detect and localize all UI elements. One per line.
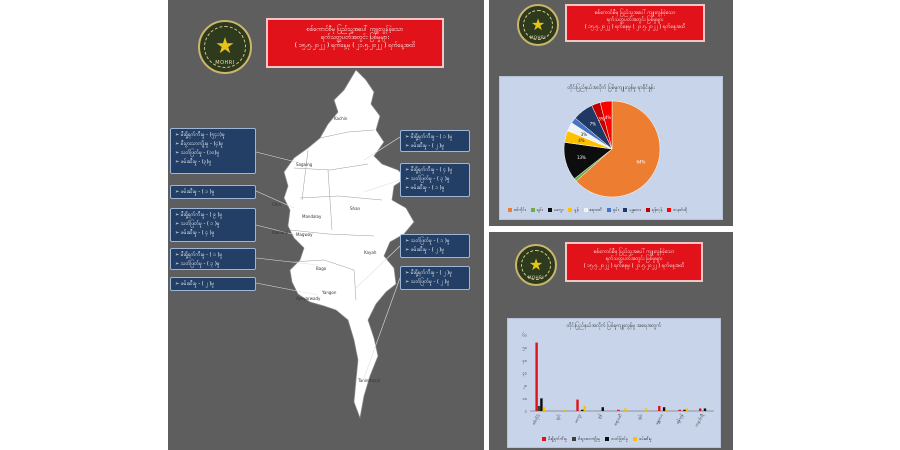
bar bbox=[683, 410, 685, 411]
callout-line: ➢ သတ်ဖြတ်မှု - ( ၁ )မှု bbox=[405, 237, 465, 246]
bar-chart-box bbox=[507, 318, 721, 448]
legend-swatch bbox=[548, 208, 552, 212]
legend-item bbox=[508, 207, 526, 213]
y-tick-label: ၃၀ bbox=[522, 370, 527, 376]
region-label: Kayah bbox=[364, 250, 377, 255]
legend-item bbox=[646, 207, 662, 213]
legend-label: မီးရှို့ရက်ကီးမှု bbox=[548, 436, 568, 441]
region-label: Shan bbox=[350, 206, 361, 211]
legend-item bbox=[584, 207, 602, 213]
slice-label: 13% bbox=[576, 154, 586, 160]
bar bbox=[617, 410, 619, 411]
legend-label: ချင်း bbox=[536, 207, 543, 212]
chart-legend bbox=[508, 207, 687, 213]
callout-bago bbox=[170, 248, 256, 270]
legend-swatch bbox=[623, 208, 627, 212]
y-tick-label: ၀ bbox=[524, 408, 527, 414]
legend-swatch bbox=[568, 208, 572, 212]
callout-line: ➢ မီးရှို့ရက်ကီးမှု - ( ၁ )မှု bbox=[175, 251, 251, 260]
bar bbox=[581, 410, 583, 411]
callout-line: ➢ သတ်ဖြတ်မှု - ( ၂ )မှု bbox=[405, 278, 465, 287]
callout-line: ➢ မီးရှို့ရက်ကီးမှု - ( ၉ )မှု bbox=[175, 211, 251, 220]
callout-line: ➢ ဖမ်းဆီးမှု - ( ၄ )မှု bbox=[175, 229, 251, 238]
callout-line: ➢ ဖမ်းဆီးမှု - ( ၂ )မှု bbox=[405, 246, 465, 255]
bar bbox=[658, 406, 660, 411]
legend-swatch bbox=[584, 208, 588, 212]
callout-mandalay bbox=[400, 163, 470, 197]
bar-panel bbox=[489, 232, 733, 450]
slice-label: 3% bbox=[580, 131, 588, 137]
bar bbox=[679, 410, 681, 411]
pie-panel-title bbox=[565, 4, 705, 42]
x-tick-label: ရန်ကုန် bbox=[674, 413, 685, 425]
region-label: Rakhine bbox=[272, 230, 289, 235]
map-panel bbox=[168, 0, 484, 450]
bar bbox=[584, 406, 586, 411]
slice-label: 64% bbox=[636, 159, 646, 165]
region-label: Kachin bbox=[334, 116, 348, 121]
legend-label: မကွေး bbox=[553, 207, 564, 212]
callout-line: ➢ သတ်ဖြတ်မှု - ( ၃ )မှု bbox=[175, 260, 251, 269]
legend-label: သတ်ဖြတ်မှု bbox=[611, 436, 629, 441]
legend-swatch bbox=[531, 208, 535, 212]
legend-item bbox=[572, 436, 600, 442]
legend-swatch bbox=[542, 437, 546, 441]
chart-title: တိုင်းပြည်နယ်အလိုက် ပြစ်မှုကျူးလွန်မှု အရေအတွက် bbox=[566, 323, 662, 329]
title-line: ရက်သတ္တပတ်အတွင်း ပြစ်မှုများ bbox=[606, 16, 664, 23]
legend-swatch bbox=[508, 208, 512, 212]
legend-swatch bbox=[633, 437, 637, 441]
legend-swatch bbox=[572, 437, 576, 441]
callout-chin bbox=[170, 185, 256, 199]
x-tick-label: မကွေး bbox=[572, 413, 582, 424]
x-tick-label: ရှမ်း bbox=[636, 413, 644, 421]
x-tick-label: မွန် bbox=[595, 413, 603, 420]
x-tick-label: စစ်ကိုင်း bbox=[530, 413, 542, 426]
y-tick-label: ၂၀ bbox=[522, 383, 527, 389]
star-icon: ★ bbox=[528, 255, 544, 274]
region-label: Yangon bbox=[322, 290, 337, 295]
y-tick-label: ၆၀ bbox=[522, 332, 527, 338]
callout-mandalay-north bbox=[400, 130, 470, 152]
bar-chart bbox=[508, 319, 720, 447]
legend-label: မွန် bbox=[574, 207, 579, 212]
map-outline bbox=[284, 70, 414, 418]
bar bbox=[665, 410, 667, 411]
callout-line: ➢ မီးရှို့ရက်ကီးမှု - ( ၂ )မှု bbox=[405, 269, 465, 278]
legend-label: ဧရာဝတီ bbox=[589, 207, 602, 212]
pie-panel bbox=[489, 0, 733, 226]
bar bbox=[543, 407, 545, 411]
y-tick-label: ၅၀ bbox=[522, 345, 527, 351]
callout-sagaing bbox=[170, 128, 256, 174]
logo bbox=[517, 4, 559, 46]
title-line: ရက်သတ္တပတ်အတွင်း ပြစ်မှုများ bbox=[321, 34, 389, 42]
legend-label: တနင်္သာရီ bbox=[673, 207, 687, 212]
callout-ayeyarwady bbox=[170, 277, 256, 291]
legend-item bbox=[633, 436, 652, 442]
legend-label: ဖမ်းဆီးမှု bbox=[639, 436, 652, 441]
region-label: Tanintharyi bbox=[358, 378, 381, 383]
y-tick-label: ၁၀ bbox=[522, 395, 527, 401]
bar-panel-title bbox=[565, 242, 703, 282]
callout-line: ➢ ဖမ်းဆီးမှု - (၃)မှု bbox=[175, 158, 251, 167]
y-tick-label: ၄၀ bbox=[522, 357, 527, 363]
star-icon: ★ bbox=[215, 34, 235, 59]
legend-label: စစ်ကိုင်း bbox=[514, 207, 526, 212]
bar bbox=[602, 407, 604, 411]
logo-label: MOHRI bbox=[527, 275, 545, 280]
legend-item bbox=[623, 207, 640, 213]
region-label: Sagaing bbox=[296, 162, 313, 167]
slice-label: 3% bbox=[598, 116, 605, 122]
callout-line: ➢ ဖမ်းဆီးမှု - ( ၁ )မှု bbox=[405, 184, 465, 193]
callout-line: ➢ စီးပွားသာကျိုးမှု - (၄)မှု bbox=[175, 140, 251, 149]
title-line: စစ်ကောင်စီမှ ပြည်သူ့အပေါ် ကျူးလွန်ခဲ့သော bbox=[594, 10, 676, 16]
callout-magway bbox=[170, 208, 256, 242]
chart-title: တိုင်းပြည်နယ်အလိုက် ပြစ်မှုကျူးလွန်မှု ရာခိုင်နှုန်း bbox=[567, 85, 655, 91]
bar bbox=[624, 408, 626, 411]
slice-label: 4% bbox=[604, 115, 612, 121]
x-tick-label: ချင်း bbox=[554, 413, 562, 421]
legend-item bbox=[568, 207, 578, 213]
x-tick-label: တနင်္သာရီ bbox=[693, 413, 705, 428]
bar bbox=[704, 408, 706, 411]
legend-label: စီးပွားသာကျိုးမှု bbox=[578, 436, 601, 441]
callout-line: ➢ ဖမ်းဆီးမှု - ( ၂ )မှု bbox=[175, 280, 251, 289]
title-line: စစ်ကောင်စီမှ ပြည်သူ့အပေါ် ကျူးလွန်ခဲ့သော bbox=[306, 26, 404, 33]
legend-item bbox=[607, 207, 619, 213]
callout-line: ➢ သတ်ဖြတ်မှု - ( ၃ )မှု bbox=[405, 175, 465, 184]
bar bbox=[576, 400, 578, 411]
title-line: ( ၁၅.၅.၂၀၂၂ ) ရက်နေ့မှ ( ၂၁.၅.၂၀၂၂ ) ရက်နေ့အထိ bbox=[584, 23, 686, 30]
bar bbox=[663, 407, 665, 411]
callout-line: ➢ မီးရှို့ရက်ကီးမှု - ( ၄ )မှု bbox=[405, 166, 465, 175]
logo bbox=[515, 244, 557, 286]
legend-swatch bbox=[667, 208, 671, 212]
bar bbox=[699, 408, 701, 411]
legend-label: ရန်ကုန် bbox=[651, 207, 663, 212]
bar bbox=[686, 408, 688, 411]
legend-swatch bbox=[646, 208, 650, 212]
legend-item bbox=[605, 436, 628, 442]
callout-line: ➢ ဖမ်းဆီးမှု - ( ၁ )မှု bbox=[175, 188, 251, 197]
legend-swatch bbox=[605, 437, 609, 441]
region-label: Magway bbox=[296, 232, 313, 237]
chart-legend bbox=[542, 436, 652, 442]
title-line: ( ၁၅.၅.၂၀၂၂ ) ရက်နေ့မှ ( ၂၁.၅.၂၀၂၂ ) ရက်နေ့အထိ bbox=[294, 42, 416, 50]
legend-item bbox=[667, 207, 687, 213]
callout-line: ➢ မီးရှို့ရက်ကီးမှု - ( ၁ )မှု bbox=[405, 133, 465, 142]
title-line: စစ်ကောင်စီမှ ပြည်သူ့အပေါ် ကျူးလွန်ခဲ့သော bbox=[593, 249, 675, 255]
slice-label: 4% bbox=[578, 138, 585, 144]
region-label: Mandalay bbox=[302, 214, 322, 219]
bar bbox=[563, 410, 565, 411]
title-line: ရက်သတ္တပတ်အတွင်း ပြစ်မှုများ bbox=[605, 255, 663, 262]
region-label: Chin bbox=[272, 202, 281, 207]
legend-item bbox=[548, 207, 563, 213]
callout-tanintharyi bbox=[400, 266, 470, 290]
legend-label: မန္တလေး bbox=[629, 207, 641, 212]
logo-label: MOHRI bbox=[215, 60, 235, 66]
bar bbox=[538, 406, 540, 411]
callout-line: ➢ မီးရှို့ရက်ကီးမှု - (၅၄၁)မှု bbox=[175, 131, 251, 140]
callout-line: ➢ သတ်ဖြတ်မှု - ( ၁ )မှု bbox=[175, 220, 251, 229]
bar bbox=[540, 398, 542, 411]
pie-chart bbox=[500, 77, 722, 219]
callout-line: ➢ သတ်ဖြတ်မှု - (၁၀)မှု bbox=[175, 149, 251, 158]
callout-yangon bbox=[400, 234, 470, 258]
legend-swatch bbox=[607, 208, 611, 212]
x-tick-label: မန္တလေး bbox=[653, 413, 664, 426]
region-label: Bago bbox=[316, 266, 327, 271]
logo-label: MOHRI bbox=[529, 35, 547, 40]
callout-line: ➢ ဖမ်းဆီးမှု - ( ၂ )မှု bbox=[405, 142, 465, 151]
region-label: Ayeyarwady bbox=[296, 296, 321, 301]
bar bbox=[645, 408, 647, 411]
bar bbox=[535, 343, 537, 411]
legend-item bbox=[542, 436, 567, 442]
legend-item bbox=[531, 207, 543, 213]
x-tick-label: ဧရာဝတီ bbox=[612, 413, 623, 427]
slice-label: 7% bbox=[589, 121, 596, 127]
legend-label: ရှမ်း bbox=[612, 207, 619, 212]
star-icon: ★ bbox=[530, 15, 546, 34]
title-line: ( ၁၅.၅.၂၀၂၂ ) ရက်နေ့မှ ( ၂၁.၅.၂၀၂၂ ) ရက်နေ့အထိ bbox=[583, 262, 685, 269]
pie-chart-box bbox=[499, 76, 723, 220]
